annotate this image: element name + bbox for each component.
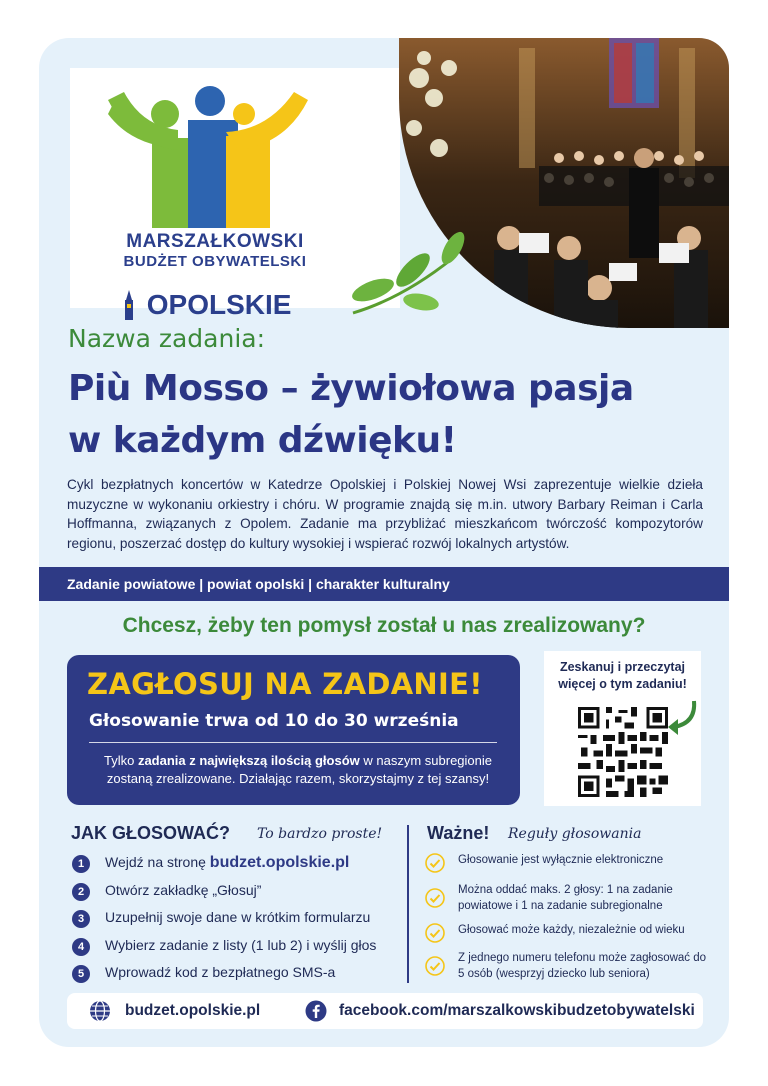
question-heading: Chcesz, żeby ten pomysł został u nas zrealizowany? — [122, 614, 646, 637]
poster — [39, 38, 729, 1047]
step-number: 4 — [72, 938, 90, 956]
task-description: Cykl bezpłatnych koncertów w Katedrze Opolskiej i Polskiej Nowej Wsi zaprezentuje wielkie dzieła muzyczne w wykonaniu orkiestry i chóru. W programie znajdą się m.in. utwory Barbary Reiman i Carla Hoffmanna, związanych z Opolem. Zadanie ma przybliżać mieszkańcom twórczość kompozytorów regionu, poszerzać dostęp do kultury wysokiej i wspierać rozwój lokalnych artystów. — [67, 477, 703, 551]
vote-cta: ZAGŁOSUJ NA ZADANIE! — [87, 667, 483, 701]
vote-note — [89, 752, 507, 788]
qr-caption-line1: Zeskanuj i przeczytaj — [559, 660, 686, 674]
vote-dates: Głosowanie trwa od 10 do 30 września — [89, 711, 459, 731]
qr-code-icon[interactable] — [578, 707, 668, 797]
footer-facebook-text[interactable]: facebook.com/marszalkowskibudzetobywatelski — [339, 1002, 695, 1019]
logo-title-line1: MARSZAŁKOWSKI — [126, 231, 304, 252]
globe-icon — [89, 1000, 111, 1022]
important-subtitle: Reguły głosowania — [508, 826, 642, 842]
voting-step — [72, 881, 412, 909]
logo-title-line2: BUDŻET OBYWATELSKI — [123, 253, 307, 270]
leaves-icon — [343, 218, 483, 328]
step-number: 1 — [72, 855, 90, 873]
important-title: Ważne! — [427, 823, 490, 843]
check-circle-icon — [425, 923, 445, 943]
footer-bar — [67, 993, 703, 1029]
step-number: 3 — [72, 910, 90, 928]
how-to-vote-subtitle: To bardzo proste! — [257, 826, 383, 842]
rule-text: Głosowanie jest wyłącznie elektroniczne — [458, 854, 664, 866]
step-text: Wybierz zadanie z listy (1 lub 2) i wyślij głos — [105, 936, 377, 953]
step-text: Wprowadź kod z bezpłatnego SMS-a — [105, 964, 336, 980]
how-to-vote-title: JAK GŁOSOWAĆ? — [71, 823, 231, 843]
check-circle-icon — [425, 853, 445, 873]
rule-text: Można oddać maks. 2 głosy: 1 na zadanie powiatowe i 1 na zadanie subregionalne — [458, 884, 673, 912]
curved-arrow-icon — [664, 697, 700, 737]
footer-website-text[interactable]: budzet.opolskie.pl — [125, 1002, 261, 1019]
website-link[interactable]: budzet.opolskie.pl — [209, 854, 350, 871]
logo-figures-icon — [108, 86, 308, 228]
vote-note-suffix: w naszym subregionie zostaną zrealizowane. Działając razem, skorzystajmy z tej szansy! — [106, 753, 492, 786]
rule-item — [425, 950, 715, 990]
qr-caption — [544, 659, 701, 693]
rule-item — [425, 922, 715, 950]
voting-step — [72, 963, 412, 991]
vote-box — [67, 655, 520, 805]
step-text: Uzupełnij swoje dane w krótkim formularzu — [105, 909, 371, 925]
rule-text: Głosować może każdy, niezależnie od wieku — [458, 924, 685, 936]
section-divider — [407, 825, 409, 983]
opolskie-logo — [122, 290, 322, 320]
task-tags-bar: Zadanie powiatowe | powiat opolski | charakter kulturalny — [39, 567, 729, 601]
task-title-line1: Più Mosso – żywiołowa pasja — [68, 368, 634, 409]
check-circle-icon — [425, 956, 445, 976]
task-label: Nazwa zadania: — [68, 324, 266, 353]
rule-item — [425, 852, 715, 882]
voting-step — [72, 936, 412, 964]
facebook-icon — [305, 1000, 327, 1022]
step-number: 5 — [72, 965, 90, 983]
step-text: Otwórz zakładkę „Głosuj” — [105, 881, 262, 898]
step-text — [105, 854, 349, 872]
voting-step — [72, 908, 412, 936]
tower-icon — [122, 290, 136, 320]
rule-item — [425, 882, 715, 922]
qr-box — [544, 651, 701, 806]
voting-steps — [72, 853, 412, 991]
voting-rules — [425, 852, 715, 990]
vote-note-bold: zadania z największą ilością głosów — [137, 753, 360, 768]
vote-note-prefix: Tylko — [103, 753, 138, 768]
step-text-label: Wejdź na stronę — [105, 854, 210, 870]
opolskie-logo-text: OPOLSKIE — [146, 289, 292, 320]
rule-text: Z jednego numeru telefonu może zagłosować do 5 osób (wesprzyj dziecko lub seniora) — [458, 952, 707, 980]
voting-step — [72, 853, 412, 881]
task-title-line2: w każdym dźwięku! — [68, 420, 457, 461]
task-title — [68, 363, 718, 467]
qr-caption-line2: więcej o tym zadaniu! — [558, 677, 687, 691]
check-circle-icon — [425, 888, 445, 908]
vote-divider — [89, 742, 497, 743]
step-number: 2 — [72, 883, 90, 901]
